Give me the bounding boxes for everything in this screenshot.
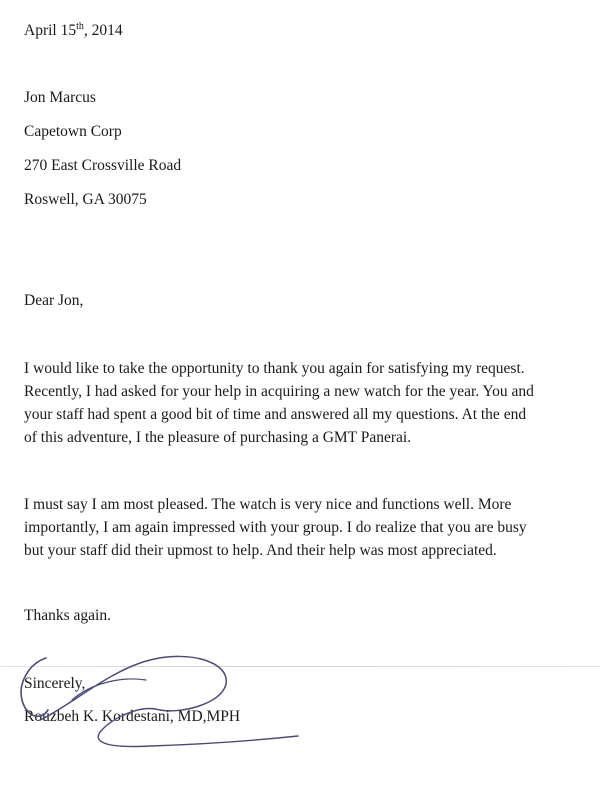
signer-name: Rouzbeh K. Kordestani, MD,MPH (24, 708, 241, 725)
date-year: , 2014 (83, 22, 123, 39)
paragraph-line: of this adventure, I the pleasure of purchasing a GMT Panerai. (24, 429, 412, 446)
paragraph-line: your staff had spent a good bit of time and answered all my questions. At the end (24, 406, 527, 423)
date-suffix: th (76, 21, 84, 32)
paragraph-line: Recently, I had asked for your help in acquiring a new watch for the year. You and (24, 383, 534, 400)
paragraph-line: I must say I am most pleased. The watch is very nice and functions well. More (24, 496, 512, 513)
recipient-company: Capetown Corp (24, 123, 122, 140)
salutation: Dear Jon, (24, 292, 84, 309)
body-paragraph-1 (24, 357, 594, 449)
recipient-street: 270 East Crossville Road (24, 157, 182, 174)
date-main: April 15 (24, 22, 77, 39)
closing-thanks: Thanks again. (24, 607, 111, 624)
scan-fold-line (0, 666, 600, 667)
recipient-name: Jon Marcus (24, 89, 96, 106)
paragraph-line: I would like to take the opportunity to thank you again for satisfying my request. (24, 360, 525, 377)
letter-date (24, 16, 123, 42)
handwritten-signature (0, 640, 600, 770)
paragraph-line: but your staff did their upmost to help. And their help was most appreciated. (24, 542, 497, 559)
recipient-city-state-zip: Roswell, GA 30075 (24, 191, 147, 208)
paragraph-line: importantly, I am again impressed with your group. I do realize that you are busy (24, 519, 527, 536)
body-paragraph-2 (24, 493, 594, 562)
sign-off: Sincerely, (24, 675, 86, 692)
